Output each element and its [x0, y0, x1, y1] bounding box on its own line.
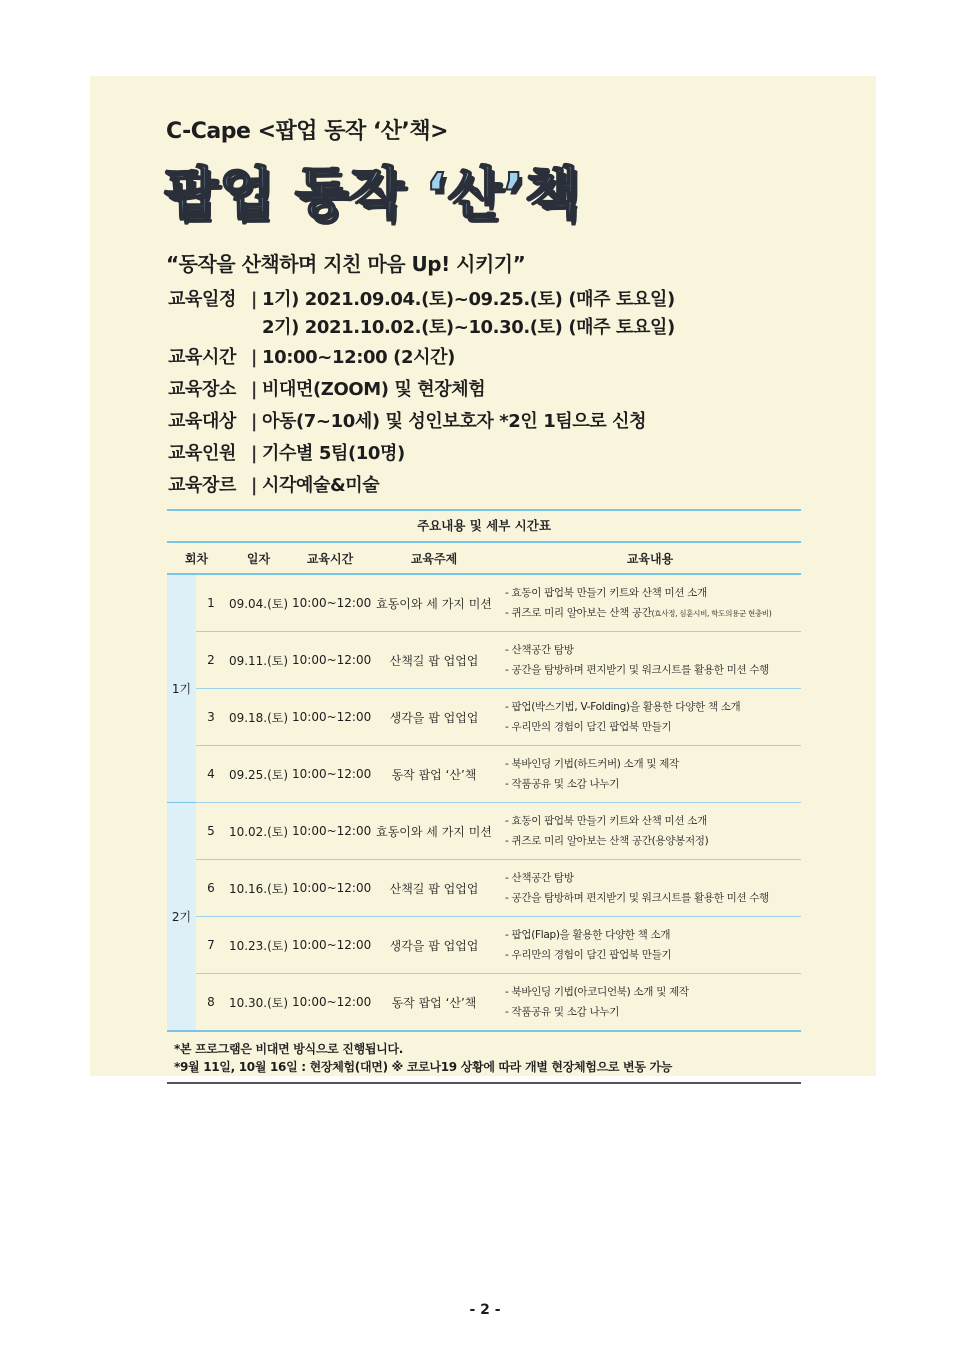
- content-line: - 퀴즈로 미리 알아보는 산책 공간: [505, 606, 652, 619]
- header-time: 교육시간: [291, 543, 369, 574]
- info-separator: |: [250, 289, 258, 310]
- info-separator: |: [250, 347, 258, 368]
- info-value: 10:00~12:00 (2시간): [262, 347, 455, 368]
- session-number: 2: [196, 632, 226, 689]
- session-content: [499, 632, 801, 689]
- table-title: 주요내용 및 세부 시간표: [167, 509, 801, 543]
- schedule-table: [167, 543, 801, 1032]
- session-date: 09.11.(토): [226, 632, 291, 689]
- session-topic: 생각을 팝 업업업: [369, 689, 499, 746]
- session-content: [499, 574, 801, 632]
- info-separator: |: [250, 443, 258, 464]
- table-row: [167, 860, 801, 917]
- content-line: - 북바인딩 기법(아코디언북) 소개 및 제작: [505, 986, 689, 998]
- session-content: [499, 803, 801, 860]
- content-line: - 팝업(박스기법, V-Folding)을 활용한 다양한 책 소개: [505, 701, 741, 713]
- info-value: 아동(7~10세) 및 성인보호자 *2인 1팀으로 신청: [262, 411, 647, 432]
- session-number: 4: [196, 746, 226, 803]
- session-topic: 동작 팝업 ‘산’책: [369, 974, 499, 1032]
- session-number: 7: [196, 917, 226, 974]
- info-schedule: [168, 286, 675, 342]
- session-date: 10.16.(토): [226, 860, 291, 917]
- info-key: 교육대상: [168, 411, 236, 432]
- program-subtitle: C-Cape <팝업 동작 ‘산’책>: [166, 119, 449, 144]
- header-topic: 교육주제: [369, 543, 499, 574]
- session-time: 10:00~12:00: [291, 746, 369, 803]
- info-key: 교육장소: [168, 379, 236, 400]
- session-time: 10:00~12:00: [291, 803, 369, 860]
- note-line: *본 프로그램은 비대면 방식으로 진행됩니다.: [174, 1042, 404, 1056]
- content-line: - 공간을 탐방하며 편지받기 및 워크시트를 활용한 미션 수행: [505, 664, 770, 676]
- table-row: [167, 974, 801, 1032]
- info-time: [168, 342, 675, 374]
- session-content: [499, 746, 801, 803]
- session-number: 8: [196, 974, 226, 1032]
- table-row: [167, 689, 801, 746]
- group-label: 2기: [167, 803, 196, 1032]
- content-line: - 효동이 팝업북 만들기 키트와 산책 미션 소개: [505, 586, 707, 599]
- session-number: 6: [196, 860, 226, 917]
- session-content: [499, 974, 801, 1032]
- info-separator: |: [250, 475, 258, 496]
- table-row: [167, 746, 801, 803]
- session-time: 10:00~12:00: [291, 974, 369, 1032]
- content-note: (효사정, 심훈시비, 학도의용군 현충비): [651, 608, 772, 618]
- session-date: 10.30.(토): [226, 974, 291, 1032]
- session-time: 10:00~12:00: [291, 632, 369, 689]
- content-line: - 공간을 탐방하며 편지받기 및 워크시트를 활용한 미션 수행: [505, 892, 770, 904]
- info-key: 교육장르: [168, 475, 236, 496]
- info-target: [168, 406, 675, 438]
- info-separator: |: [250, 411, 258, 432]
- program-info: [168, 286, 675, 502]
- session-topic: 생각을 팝 업업업: [369, 917, 499, 974]
- content-line: - 우리만의 경험이 담긴 팝업북 만들기: [505, 721, 672, 733]
- page-number: - 2 -: [469, 1302, 501, 1318]
- poster-panel: [90, 76, 876, 1076]
- session-content: [499, 917, 801, 974]
- header-content: 교육내용: [499, 543, 801, 574]
- info-key: 교육시간: [168, 347, 236, 368]
- session-number: 1: [196, 574, 226, 632]
- content-line: - 우리만의 경험이 담긴 팝업북 만들기: [505, 949, 672, 961]
- session-time: 10:00~12:00: [291, 689, 369, 746]
- note-line: *9월 11일, 10월 16일 : 현장체험(대면) ※ 코로나19 상황에 따라 개별 현장체험으로 변동 가능: [174, 1060, 673, 1074]
- session-topic: 산책길 팝 업업업: [369, 632, 499, 689]
- header-session: 회차: [167, 543, 226, 574]
- table-row: [167, 803, 801, 860]
- session-topic: 산책길 팝 업업업: [369, 860, 499, 917]
- schedule-line-1: 1기) 2021.09.04.(토)~09.25.(토) (매주 토요일): [262, 289, 675, 310]
- content-line: - 팝업(Flap)을 활용한 다양한 책 소개: [505, 929, 671, 941]
- content-line: - 효동이 팝업북 만들기 키트와 산책 미션 소개: [505, 815, 707, 827]
- content-line: - 작품공유 및 소감 나누기: [505, 1006, 620, 1018]
- notes: [167, 1040, 801, 1084]
- content-line: - 북바인딩 기법(하드커버) 소개 및 제작: [505, 758, 679, 770]
- table-row: [167, 632, 801, 689]
- session-number: 5: [196, 803, 226, 860]
- info-value: 시각예술&미술: [262, 475, 380, 496]
- session-topic: 효동이와 세 가지 미션: [369, 803, 499, 860]
- session-number: 3: [196, 689, 226, 746]
- content-line: - 산책공간 탐방: [505, 872, 574, 884]
- info-place: [168, 374, 675, 406]
- group-label: 1기: [167, 574, 196, 803]
- session-topic: 동작 팝업 ‘산’책: [369, 746, 499, 803]
- session-time: 10:00~12:00: [291, 917, 369, 974]
- session-date: 09.18.(토): [226, 689, 291, 746]
- session-time: 10:00~12:00: [291, 860, 369, 917]
- header-date: 일자: [226, 543, 291, 574]
- info-people: [168, 438, 675, 470]
- session-date: 09.04.(토): [226, 574, 291, 632]
- info-key: 교육일정: [168, 289, 236, 310]
- session-date: 09.25.(토): [226, 746, 291, 803]
- info-genre: [168, 470, 675, 502]
- content-line: - 작품공유 및 소감 나누기: [505, 778, 620, 790]
- table-row: [167, 917, 801, 974]
- session-content: [499, 689, 801, 746]
- info-value: 기수별 5팀(10명): [262, 443, 405, 464]
- schedule-line-2: 2기) 2021.10.02.(토)~10.30.(토) (매주 토요일): [262, 317, 675, 338]
- table-header-row: [167, 543, 801, 574]
- program-title: 팝업 동작 ‘산’책: [164, 162, 581, 227]
- session-topic: 효동이와 세 가지 미션: [369, 574, 499, 632]
- info-value: 비대면(ZOOM) 및 현장체험: [262, 379, 486, 400]
- session-date: 10.02.(토): [226, 803, 291, 860]
- session-content: [499, 860, 801, 917]
- slogan: “동작을 산책하며 지친 마음 Up! 시키기”: [166, 252, 526, 276]
- session-time: 10:00~12:00: [291, 574, 369, 632]
- session-date: 10.23.(토): [226, 917, 291, 974]
- info-value: [262, 286, 675, 342]
- content-line: - 퀴즈로 미리 알아보는 산책 공간(용양봉저정): [505, 835, 709, 847]
- info-key: 교육인원: [168, 443, 236, 464]
- table-row: [167, 574, 801, 632]
- schedule-table-section: [167, 509, 801, 1084]
- content-line: - 산책공간 탐방: [505, 644, 574, 656]
- info-separator: |: [250, 379, 258, 400]
